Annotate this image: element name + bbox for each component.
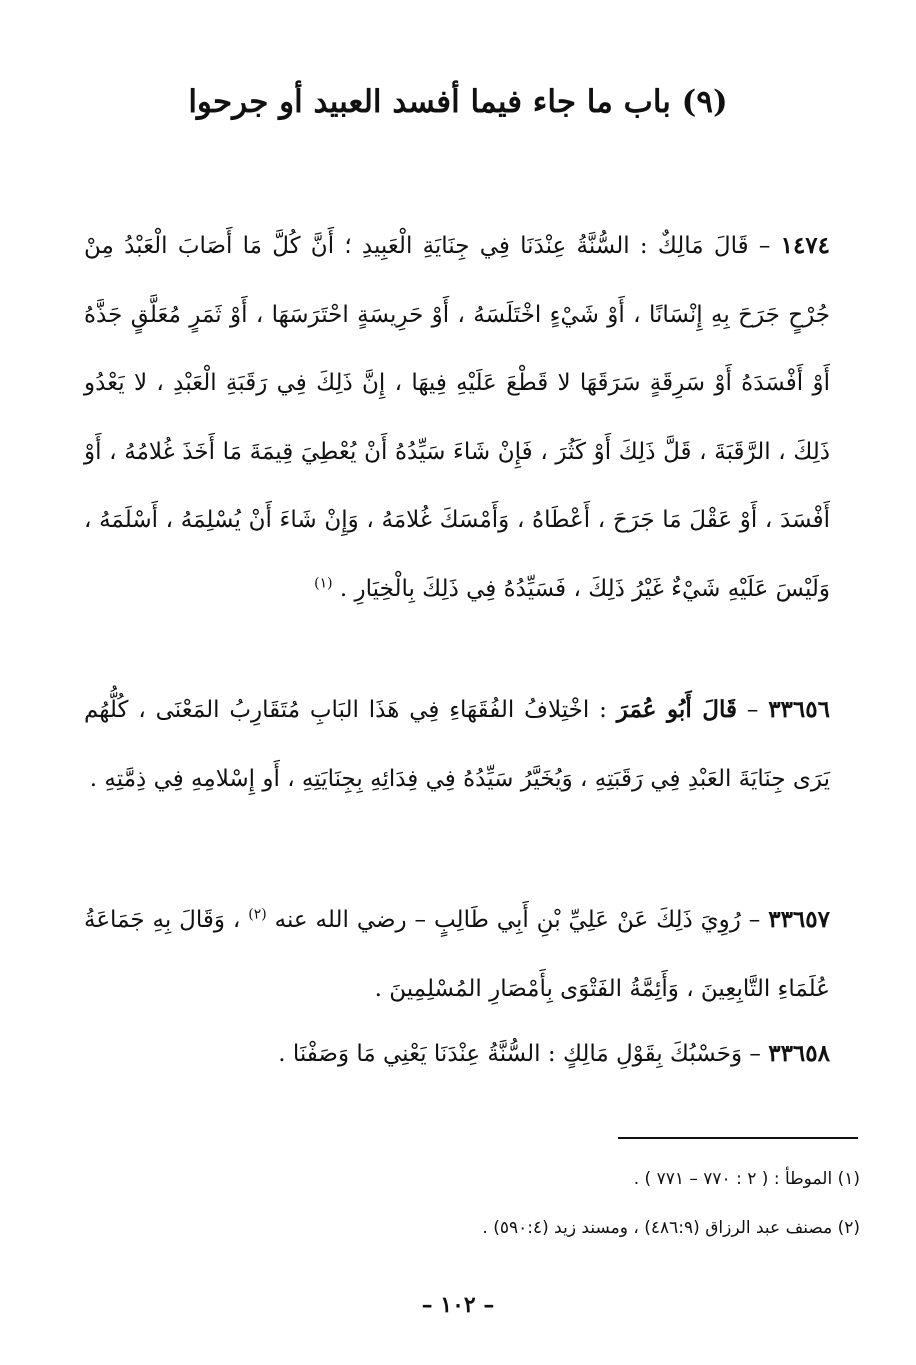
paragraph-text-continued: ، وَقَالَ بِهِ جَمَاعَةُ عُلَمَاءِ التَّابِعِينَ ، وَأَئِمَّةُ الفَتْوَى بِأَمْصَارِ المُسْلِمِينَ . [84, 907, 830, 1002]
chapter-title: (٩) باب ما جاء فيما أفسد العبيد أو جرحوا [188, 84, 728, 120]
footnote-2: (٢) مصنف عبد الرزاق (٤٨٦:٩) ، ومسند زيد (٥٩٠:٤) . [482, 1218, 860, 1238]
paragraph-text: قَالَ مَالِكٌ : السُّنَّةُ عِنْدَنَا فِي جِنَايَةِ الْعَبِيدِ ؛ أَنَّ كُلَّ مَا أَصَابَ الْعَبْدُ مِنْ جُرْحٍ جَرَحَ بِهِ إِنْسَانًا ، أَوْ شَيْءٍ اخْتَلَسَهُ ، أَوْ حَرِيسَةٍ احْتَرَسَهَا ، أَوْ ثَمَرٍ مُعَلَّقٍ جَذَّهُ أَوْ أَفْسَدَهُ أَوْ سَرِقَةٍ سَرَقَهَا لا قَطْعَ عَلَيْهِ فِيهَا ، إِنَّ ذَلِكَ فِي رَقَبَةِ الْعَبْدِ ، لا يَعْدُو ذَلِكَ ، الرَّقَبَةَ ، قَلَّ ذَلِكَ أَوْ كَثُرَ ، فَإِنْ شَاءَ سَيِّدُهُ أَنْ يُعْطِيَ قِيمَةَ مَا أَخَذَ غُلامُهُ ، أَوْ أَفْسَدَ ، أَوْ عَقْلَ مَا جَرَحَ ، أَعْطَاهُ ، وَأَمْسَكَ غُلامَهُ ، وَإِنْ شَاءَ أَنْ يُسْلِمَهُ ، أَسْلَمَهُ ، وَلَيْسَ عَلَيْهِ شَيْءٌ غَيْرُ ذَلِكَ ، فَسَيِّدُهُ فِي ذَلِكَ بِالْخِيَارِ . [84, 233, 830, 602]
footnote-1: (١) الموطأ : ( ٢ : ٧٧٠ – ٧٧١ ) . [633, 1169, 860, 1189]
footnote-divider [618, 1137, 858, 1139]
paragraph-dash: – [748, 907, 761, 933]
paragraph-33657 [84, 886, 830, 1023]
footnote-ref: (١) [314, 575, 333, 592]
page-number: – ١٠٢ – [421, 1292, 495, 1318]
paragraph-number: ٣٣٦٥٦ [768, 696, 830, 723]
paragraph-dash: – [749, 1041, 761, 1067]
paragraph-text: رُوِيَ ذَلِكَ عَنْ عَلِيِّ بْنِ أَبِي طَالِبٍ – رضي الله عنه [274, 907, 741, 933]
speaker-name: قَالَ أَبُو عُمَرَ [616, 696, 737, 723]
footnote-ref: (٢) [248, 906, 267, 923]
paragraph-text: وَحَسْبُكَ بِقَوْلِ مَالِكٍ : السُّنَّةُ عِنْدَنَا يَعْنِي مَا وَصَفْنَا . [278, 1041, 743, 1067]
paragraph-33658 [84, 1020, 830, 1089]
paragraph-number: ١٤٧٤ [780, 232, 831, 259]
paragraph-dash: – [758, 233, 771, 259]
paragraph-dash: – [746, 697, 759, 723]
paragraph-1474 [84, 212, 830, 624]
paragraph-text: : اخْتِلافُ الفُقَهَاءِ فِي هَذَا البَابِ مُتَقَارِبُ المَعْنَى ، كُلُّهُم يَرَى جِنَايَةَ العَبْدِ فِي رَقَبَتِهِ ، وَيُخَيَّرُ سَيِّدُهُ فِي فِدَائِهِ بِجِنَايَتِهِ ، أَو إِسْلامِهِ فِي ذِمَّتِهِ . [84, 697, 830, 792]
paragraph-33656 [84, 676, 830, 813]
paragraph-number: ٣٣٦٥٧ [768, 906, 830, 933]
paragraph-number: ٣٣٦٥٨ [768, 1040, 830, 1067]
